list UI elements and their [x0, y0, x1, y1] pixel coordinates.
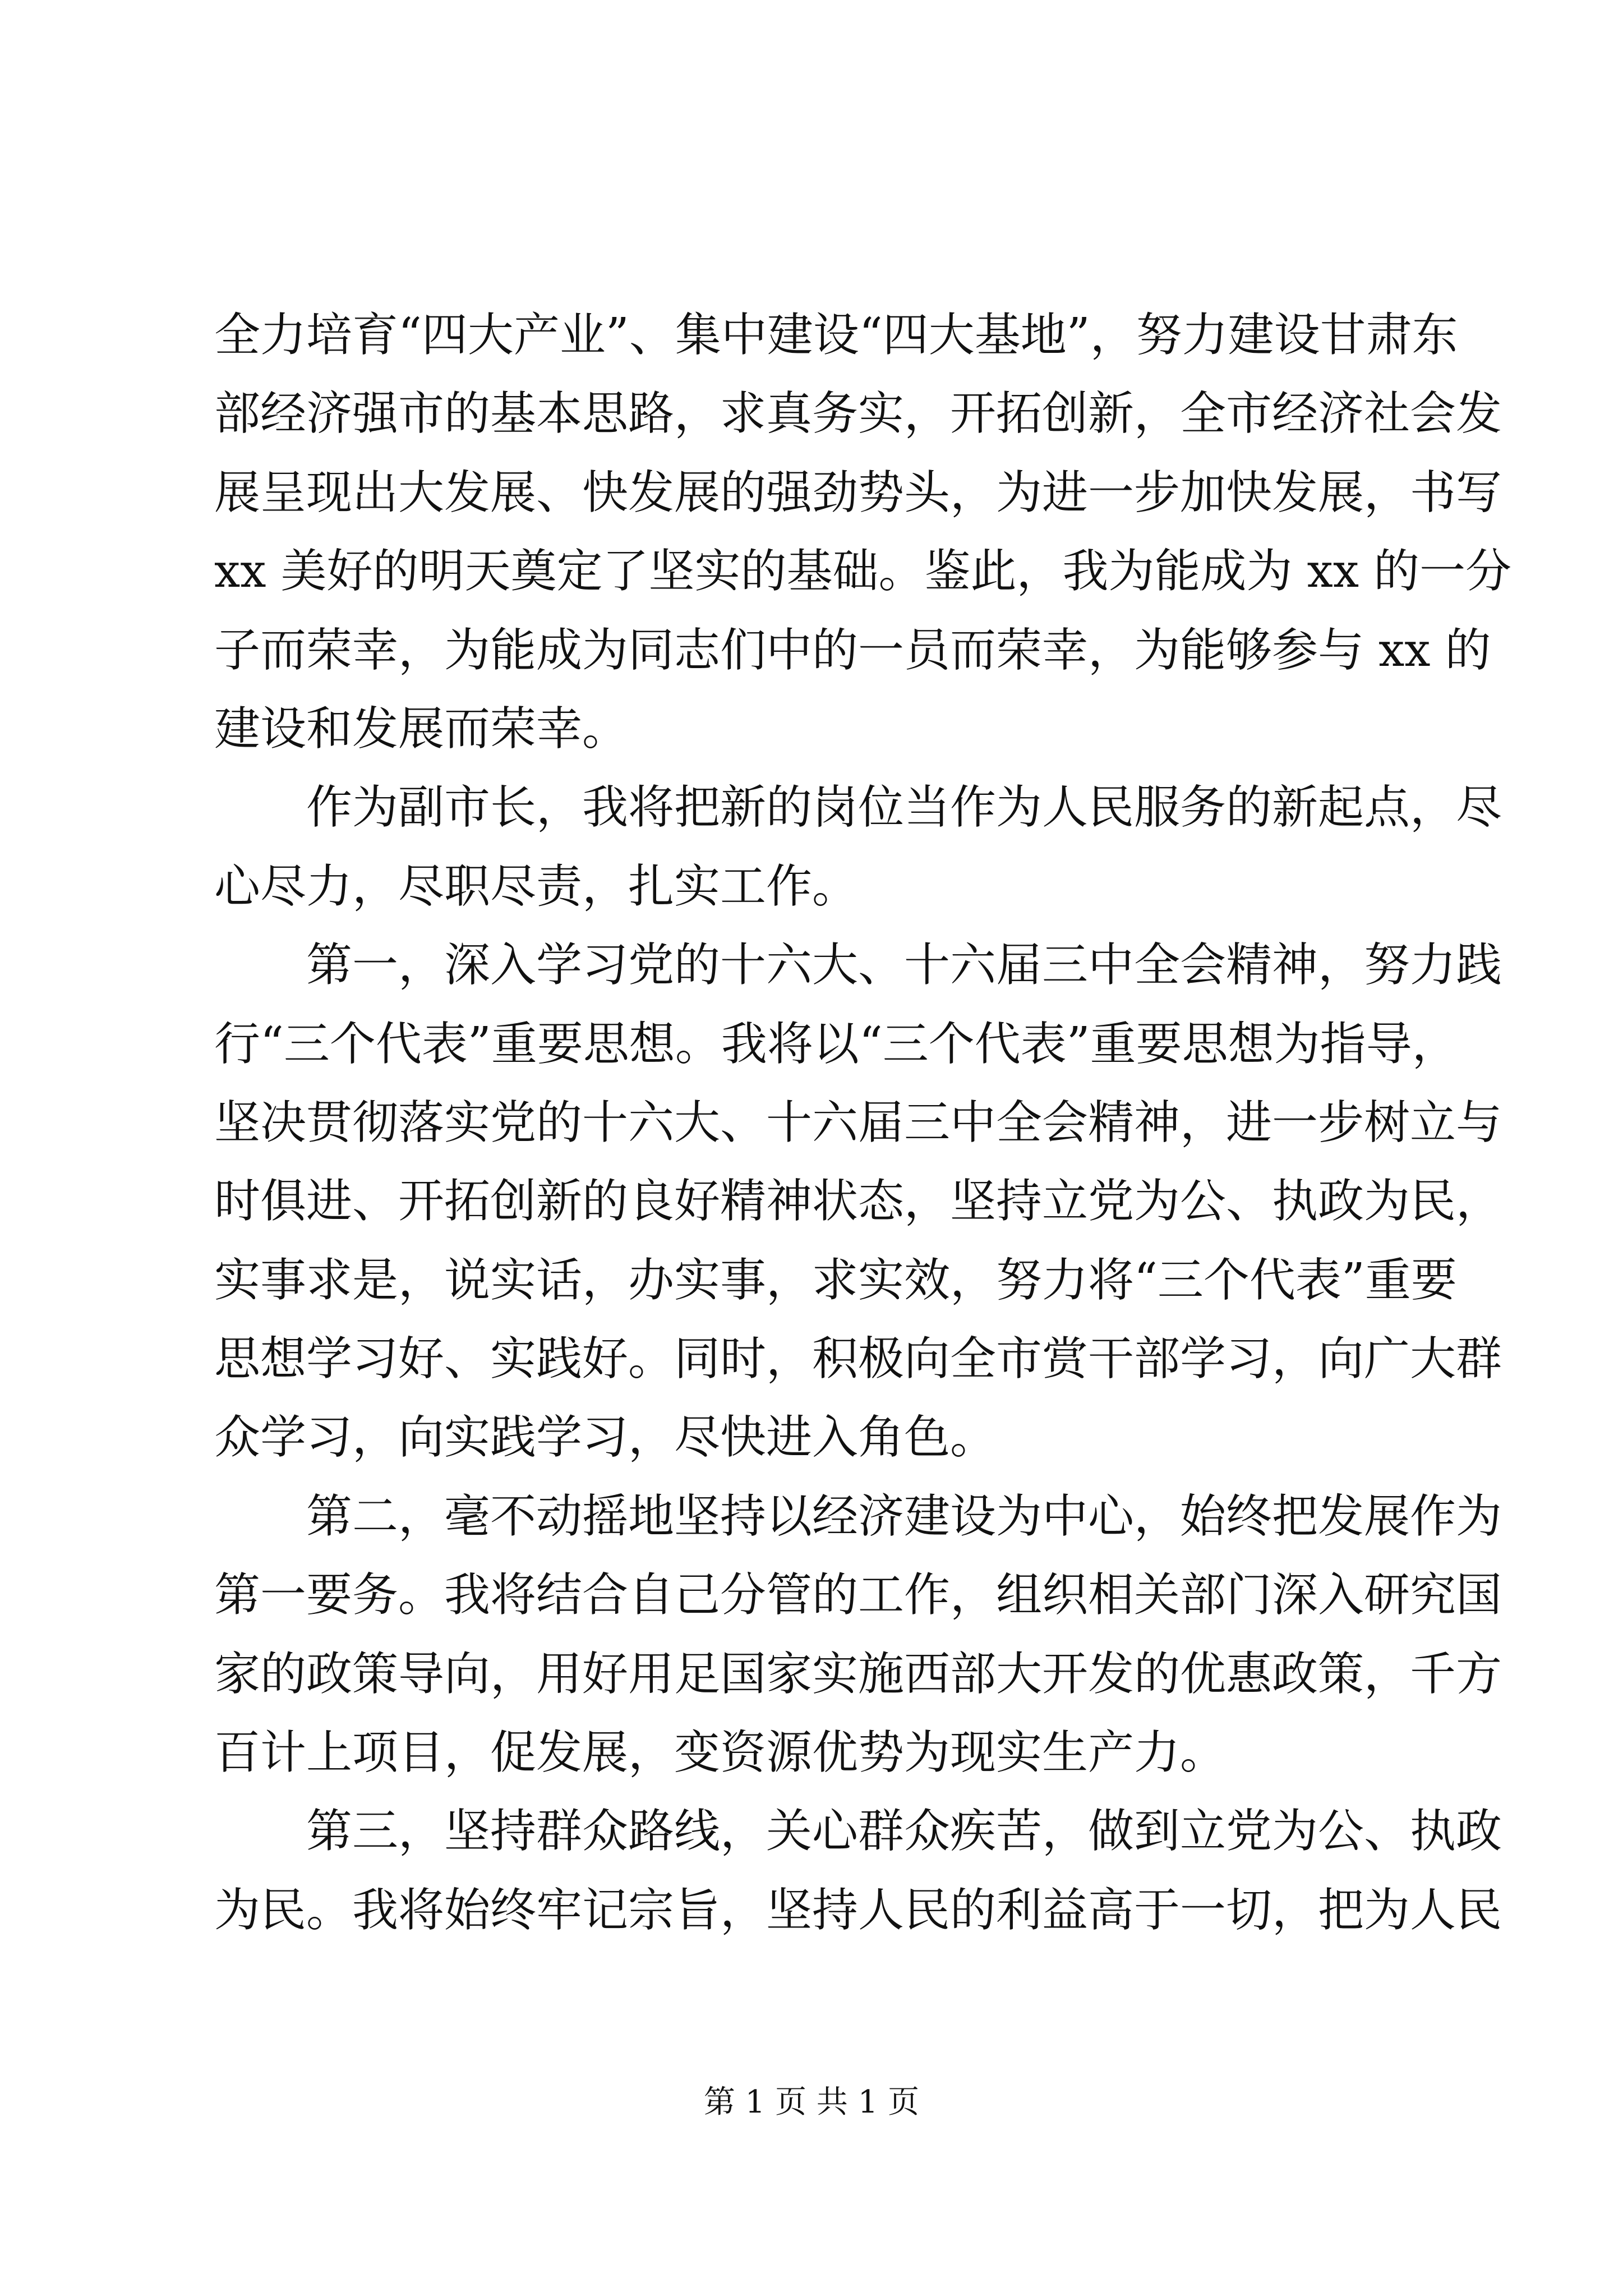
text-line: 实事求是，说实话，办实事，求实效，努力将“三个代表”重要: [214, 1253, 1457, 1307]
page-number-label: 第 1 页 共 1 页: [703, 2084, 920, 2120]
text-line: 展呈现出大发展、快发展的强劲势头，为进一步加快发展，书写: [214, 466, 1502, 519]
paragraph-first-line: 第一，深入学习党的十六大、十六届三中全会精神，努力践: [306, 938, 1502, 992]
text-line: 行“三个代表”重要思想。我将以“三个代表”重要思想为指导，: [214, 1017, 1458, 1071]
text-line: 家的政策导向，用好用足国家实施西部大开发的优惠政策，千方: [214, 1647, 1502, 1701]
text-line: 百计上项目，促发展，变资源优势为现实生产力。: [214, 1726, 1227, 1780]
text-line: xx 美好的明天奠定了坚实的基础。鉴此，我为能成为 xx 的一分: [214, 545, 1512, 599]
body-text: [214, 296, 1512, 1950]
paragraph-first-line: 作为副市长，我将把新的岗位当作为人民服务的新起点，尽: [306, 781, 1502, 835]
text-line: 全力培育“四大产业”、集中建设“四大基地”，努力建设甘肃东: [214, 309, 1458, 362]
text-line: 众学习，向实践学习，尽快进入角色。: [214, 1411, 997, 1465]
paragraph-first-line: 第二，毫不动摇地坚持以经济建设为中心，始终把发展作为: [306, 1489, 1502, 1543]
text-line: 建设和发展而荣幸。: [214, 702, 629, 756]
page-footer: [0, 2080, 1623, 2125]
text-line: 心尽力，尽职尽责，扎实工作。: [214, 859, 859, 913]
text-line: 第一要务。我将结合自己分管的工作，组织相关部门深入研究国: [214, 1568, 1502, 1622]
text-line: 部经济强市的基本思路，求真务实，开拓创新，全市经济社会发: [214, 387, 1502, 441]
text-line: 为民。我将始终牢记宗旨，坚持人民的利益高于一切，把为人民: [214, 1883, 1502, 1937]
text-line: 坚决贯彻落实党的十六大、十六届三中全会精神，进一步树立与: [214, 1096, 1502, 1149]
paragraph-first-line: 第三，坚持群众路线，关心群众疾苦，做到立党为公、执政: [306, 1805, 1502, 1858]
text-line: 时俱进、开拓创新的良好精神状态，坚持立党为公、执政为民，: [214, 1175, 1502, 1228]
text-line: 子而荣幸，为能成为同志们中的一员而荣幸，为能够参与 xx 的: [214, 623, 1491, 677]
text-line: 思想学习好、实践好。同时，积极向全市赏干部学习，向广大群: [214, 1332, 1502, 1386]
